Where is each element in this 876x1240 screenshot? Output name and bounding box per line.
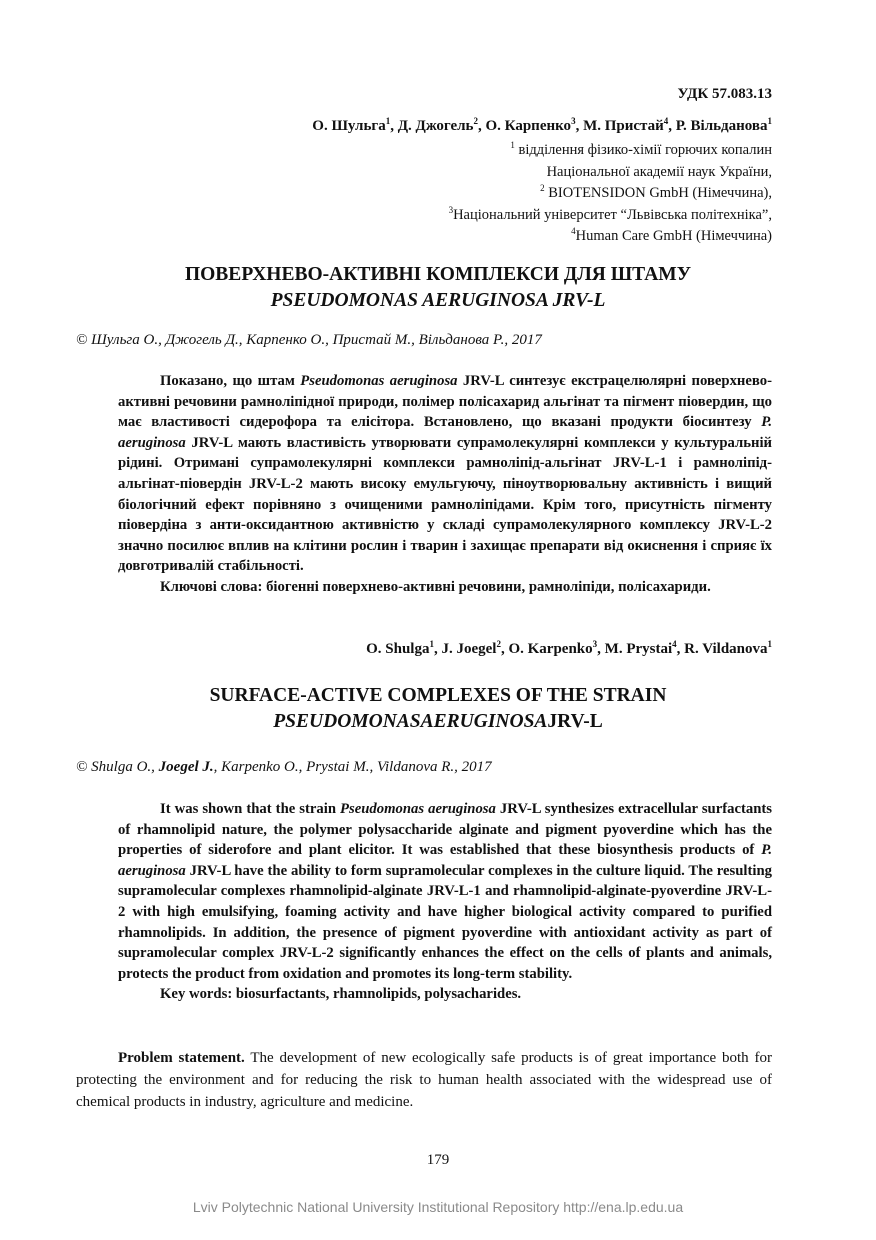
abstract-text: It was shown that the strain	[160, 801, 341, 817]
author-sup: 2	[473, 116, 478, 126]
abstract-text: JRV-L синтезує екстрацелюлярні поверхнево-активні речовини рамноліпідної природи, полімер полісахарид альгінат та пігмент піовердин, що має властивості сидерофора та елісітора. Встановлено, що вказані продукти біосинтезу	[118, 373, 772, 431]
author-sup: 1	[429, 639, 434, 649]
affiliation-text: Національної академії наук України,	[546, 163, 772, 180]
author: M. Prystai	[604, 641, 673, 657]
affiliation-line	[449, 226, 772, 248]
author: О. Шульга	[312, 118, 386, 134]
authors-english: O. Shulga$^1$, J. Joegel$^2$, O. Karpenko$^3$, M. Prystai$^4$, R. Vildanova$^1$	[366, 639, 772, 657]
copyright-text: , Karpenko O., Prystai M., Vildanova R., 2017	[213, 759, 492, 775]
author: Д. Джогель	[397, 118, 474, 134]
page-number: 179	[426, 1152, 450, 1168]
abstract-text: Показано, що штам	[160, 373, 301, 389]
affiliation-text: BIOTENSIDON GmbH (Німеччина),	[544, 185, 772, 202]
keywords-ukrainian: Ключові слова: біогенні поверхнево-активні речовини, рамноліпіди, полісахариди.	[160, 578, 711, 595]
author: О. Карпенко	[485, 118, 572, 134]
problem-label: Problem statement.	[118, 1050, 245, 1066]
author: М. Пристай	[583, 118, 664, 134]
affiliation-sup: 1	[510, 140, 515, 151]
author: O. Shulga	[366, 641, 430, 657]
affiliations	[449, 140, 772, 248]
author: J. Joegel	[441, 641, 497, 657]
author-sup: 3	[571, 116, 576, 126]
title-regular-part: JRV-L	[547, 711, 603, 732]
abstract-italic: P. aeruginosa	[118, 842, 772, 879]
authors-ukrainian: О. Шульга$^1$, Д. Джогель$^2$, О. Карпенко$^3$, М. Пристай$^4$, Р. Вільданова$^1$	[312, 116, 772, 134]
title-line: PSEUDOMONAS AERUGINOSA JRV-L	[270, 290, 606, 311]
copyright-bold: Joegel J.	[158, 759, 214, 775]
abstract-italic: Pseudomonas aeruginosa	[340, 801, 496, 817]
affiliation-line	[449, 183, 772, 205]
problem-statement	[76, 1047, 772, 1113]
abstract-italic: P. aeruginosa	[118, 414, 772, 451]
copyright-text: © Shulga O.,	[76, 759, 159, 775]
title-italic-part: PSEUDOMONASAERUGINOSA	[273, 711, 548, 732]
author-sup: 1	[385, 116, 391, 126]
title-line: SURFACE-ACTIVE COMPLEXES OF THE STRAIN	[209, 685, 667, 706]
abstract-paragraph	[118, 799, 772, 984]
author-sup: 2	[496, 639, 501, 649]
abstract-paragraph	[118, 371, 772, 577]
title-ukrainian	[0, 262, 876, 314]
author: Р. Вільданова	[675, 118, 768, 134]
keywords-english: Key words: biosurfactants, rhamnolipids, polysacharides.	[160, 986, 522, 1003]
copyright-ukrainian: © Шульга О., Джогель Д., Карпенко О., Пристай М., Вільданова Р., 2017	[76, 332, 542, 348]
abstract-text: JRV-L мають властивість утворювати супрамолекулярні комплекси у культуральній рідині. Отримані супрамолекулярні комплекси рамноліпід-альгінат JRV-L-1 і рамноліпід-альгінат-піовердін JRV-L-2 мають високу емульгуючу, піноутворювальну активність і вищий біологічний ефект порівняно з очищеними рамноліпідами. Крім того, присутність пігменту піовердіна з анти-оксидантною активністю у складі супрамолекулярного комплексу JRV-L-2 значно посилює вплив на клітини рослин і тварин і захищає препарати від окиснення і сприяє їх довготривалій стабільності.	[118, 434, 772, 575]
affiliation-sup: 3	[448, 204, 454, 215]
author: O. Karpenko	[508, 641, 593, 657]
author-sup: 1	[767, 116, 772, 126]
affiliation-text: відділення фізико-хімії горючих копалин	[514, 142, 772, 158]
udk-code: УДК 57.083.13	[677, 86, 772, 102]
affiliation-sup: 4	[571, 226, 576, 237]
abstract-ukrainian	[118, 371, 772, 598]
title-line: ПОВЕРХНЕВО-АКТИВНІ КОМПЛЕКСИ ДЛЯ ШТАМУ	[184, 264, 692, 285]
author: R. Vildanova	[684, 641, 768, 657]
problem-text: The development of new ecologically safe products is of great importance both for protecting the environment and for reducing the risk to human health associated with the widespread use of chemical products in industry, agriculture and medicine.	[76, 1050, 773, 1110]
affiliation-line	[449, 205, 772, 227]
abstract-text: JRV-L have the ability to form supramolecular complexes in the culture liquid. The resulting supramolecular complexes rhamnolipid-alginate JRV-L-1 and rhamnolipid-alginate-pyoverdine JRV-L-2 with high emulsifying, foaming activity and have higher biological activity compared to purified rhamnolipids. In addition, the presence of pigment pyoverdine with antioxidant activity as part of supramolecular complex JRV-L-2 significantly enhances the effect on the cells of plants and animals, protects the product from oxidation and promotes its long-term stability.	[118, 862, 772, 982]
affiliation-text: Національний університет “Львівська політехніка”,	[453, 206, 772, 223]
affiliation-line	[449, 140, 772, 162]
title-line	[0, 709, 876, 735]
abstract-english	[118, 799, 772, 1005]
title-english	[0, 683, 876, 735]
affiliation-line	[449, 162, 772, 184]
affiliation-text: Human Care GmbH (Німеччина)	[575, 228, 772, 245]
abstract-text: JRV-L synthesizes extracellular surfactants of rhamnolipid nature, the polymer polysaccharide alginate and pigment pyoverdine which has the properties of siderofore and plant elicitor. It was established that these biosynthesis products of	[118, 801, 772, 859]
copyright-english	[76, 759, 492, 776]
author-sup: 4	[663, 116, 669, 126]
author-sup: 4	[672, 639, 677, 649]
author-sup: 1	[767, 639, 772, 649]
affiliation-sup: 2	[540, 183, 545, 194]
repository-footer: Lviv Polytechnic National University Institutional Repository http://ena.lp.edu.ua	[192, 1199, 684, 1215]
author-sup: 3	[592, 639, 598, 649]
abstract-italic: Pseudomonas aeruginosa	[300, 373, 458, 389]
